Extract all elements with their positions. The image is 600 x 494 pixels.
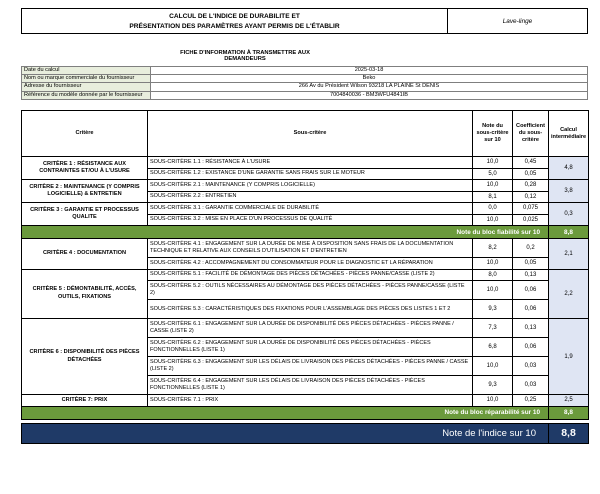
sub-criterion-coef: 0,45 — [513, 157, 549, 169]
criterion-name: CRITÈRE 1 : RÉSISTANCE AUX CONTRAINTES ET/OU À L'USURE — [22, 157, 148, 180]
sub-criterion-label: SOUS-CRITÈRE 5.2 : OUTILS NÉCESSAIRES AU DÉMONTAGE DES PIÈCES DÉTACHÉES - PIÈCES PANNE/CASSE (LISTE 2) — [148, 281, 473, 300]
bloc-fiabilite-label: Note du bloc fiabilité sur 10 — [22, 226, 549, 239]
sub-criterion-coef: 0,06 — [513, 338, 549, 357]
sheet-subtitle: FICHE D'INFORMATION À TRANSMETTRE AUX DEMANDEURS — [180, 50, 310, 62]
sub-criterion-coef: 0,28 — [513, 180, 549, 192]
sub-criterion-row — [22, 203, 589, 215]
sub-criterion-coef: 0,075 — [513, 203, 549, 215]
criterion-name: CRITÈRE 5 : DÉMONTABILITÉ, ACCÈS, OUTILS, FIXATIONS — [22, 269, 148, 319]
criterion-calc: 2,5 — [549, 395, 589, 407]
criterion-calc: 4,8 — [549, 157, 589, 180]
sub-criterion-coef: 0,25 — [513, 395, 549, 407]
sub-criterion-row — [22, 239, 589, 258]
sub-criterion-coef: 0,03 — [513, 357, 549, 376]
info-row — [22, 67, 588, 75]
sub-criterion-label: SOUS-CRITÈRE 2.1 : MAINTENANCE (Y COMPRIS LOGICIELLE) — [148, 180, 473, 192]
sub-criterion-note: 9,3 — [473, 376, 513, 395]
col-coef: Coefficient du sous-critère — [513, 111, 549, 157]
criterion-name: CRITÈRE 3 : GARANTIE ET PROCESSUS QUALITE — [22, 203, 148, 226]
sub-criterion-coef: 0,12 — [513, 191, 549, 203]
sub-criterion-label: SOUS-CRITÈRE 4.2 : ACCOMPAGNEMENT DU CONSOMMATEUR POUR LE DIAGNOSTIC ET LA RÉPARATION — [148, 258, 473, 270]
sub-criterion-label: SOUS-CRITÈRE 6.4 : ENGAGEMENT SUR LES DÉLAIS DE LIVRAISON DES PIÈCES DÉTACHÉES - PIÈCES FONCTIONNELLES (LISTE 1) — [148, 376, 473, 395]
sub-criterion-label: SOUS-CRITÈRE 2.2 : ENTRETIEN — [148, 191, 473, 203]
sub-criterion-note: 6,8 — [473, 338, 513, 357]
info-label: Nom ou marque commerciale du fournisseur — [22, 75, 151, 83]
col-sous-critere: Sous-critère — [148, 111, 473, 157]
bloc-reparabilite-row — [22, 406, 589, 419]
info-label: Date du calcul — [22, 67, 151, 75]
indice-label: Note de l'indice sur 10 — [22, 423, 549, 443]
sub-criterion-label: SOUS-CRITÈRE 3.1 : GARANTIE COMMERCIALE DE DURABILITÉ — [148, 203, 473, 215]
sub-criterion-note: 5,0 — [473, 168, 513, 180]
sub-criterion-row — [22, 395, 589, 407]
sub-criterion-note: 8,1 — [473, 191, 513, 203]
criterion-name: CRITÈRE 7: PRIX — [22, 395, 148, 407]
product-type: Lave-linge — [502, 18, 533, 25]
sub-criterion-coef: 0,13 — [513, 319, 549, 338]
bloc-reparabilite-value: 8,8 — [549, 406, 589, 419]
sub-criterion-coef: 0,03 — [513, 376, 549, 395]
sub-criterion-note: 10,0 — [473, 258, 513, 270]
bloc-fiabilite-value: 8,8 — [549, 226, 589, 239]
info-label: Adresse du fournisseur — [22, 83, 151, 91]
sub-criterion-row — [22, 269, 589, 281]
info-value: 7004840036 - BM3WFU4841IB — [151, 91, 588, 99]
criteria-table — [21, 110, 589, 444]
criterion-calc: 2,2 — [549, 269, 589, 319]
sub-criterion-coef: 0,05 — [513, 258, 549, 270]
repairability-block — [22, 239, 589, 407]
supplier-info-table — [21, 66, 588, 100]
sub-criterion-coef: 0,2 — [513, 239, 549, 258]
info-row — [22, 83, 588, 91]
sub-criterion-row — [22, 319, 589, 338]
sub-criterion-label: SOUS-CRITÈRE 1.2 : EXISTANCE D'UNE GARANTIE SANS FRAIS SUR LE MOTEUR — [148, 168, 473, 180]
sub-criterion-note: 10,0 — [473, 157, 513, 169]
sub-criterion-row — [22, 180, 589, 192]
sub-criterion-note: 10,0 — [473, 395, 513, 407]
sub-criterion-note: 8,2 — [473, 239, 513, 258]
col-note: Note du sous-critère sur 10 — [473, 111, 513, 157]
sub-criterion-label: SOUS-CRITÈRE 3.2 : MISE EN PLACE D'UN PROCESSUS DE QUALITÉ — [148, 214, 473, 226]
sub-criterion-coef: 0,06 — [513, 281, 549, 300]
sub-criterion-row — [22, 157, 589, 169]
title-line-2: PRÉSENTATION DES PARAMÈTRES AYANT PERMIS DE L'ÉTABLIR — [129, 23, 340, 30]
sub-criterion-note: 10,0 — [473, 180, 513, 192]
indice-row — [22, 423, 589, 443]
sub-criterion-note: 8,0 — [473, 269, 513, 281]
indice-value: 8,8 — [549, 423, 589, 443]
criterion-name: CRITÈRE 6 : DISPONIBILITÉ DES PIÈCES DÉTACHÉES — [22, 319, 148, 395]
sub-criterion-label: SOUS-CRITÈRE 6.2 : ENGAGEMENT SUR LA DURÉE DE DISPONIBILITÉ DES PIÈCES DÉTACHÉES - PIÈCES FONCTIONNELLES (LISTE 1) — [148, 338, 473, 357]
reliability-block — [22, 157, 589, 226]
sub-criterion-note: 10,0 — [473, 214, 513, 226]
sub-criterion-label: SOUS-CRITÈRE 5.1 : FACILITÉ DE DÉMONTAGE DES PIÈCES DÉTACHÉES - PIÈCES PANNE/CASSE (LISTE 2) — [148, 269, 473, 281]
sub-criterion-note: 9,3 — [473, 300, 513, 319]
sub-criterion-coef: 0,13 — [513, 269, 549, 281]
sheet-title — [22, 9, 448, 33]
criterion-calc: 1,9 — [549, 319, 589, 395]
info-value: 2025-03-18 — [151, 67, 588, 75]
sub-criterion-note: 10,0 — [473, 281, 513, 300]
header — [21, 8, 588, 34]
sub-criterion-label: SOUS-CRITÈRE 1.1 : RÉSISTANCE À L'USURE — [148, 157, 473, 169]
title-line-1: CALCUL DE L'INDICE DE DURABILITE ET — [169, 13, 300, 20]
bloc-reparabilite-label: Note du bloc réparabilité sur 10 — [22, 406, 549, 419]
sub-criterion-coef: 0,06 — [513, 300, 549, 319]
sub-criterion-label: SOUS-CRITÈRE 5.3 : CARACTÉRISTIQUES DES FIXATIONS POUR L'ASSEMBLAGE DES PIÈCES DES LISTES 1 ET 2 — [148, 300, 473, 319]
sub-criterion-coef: 0,05 — [513, 168, 549, 180]
col-critere: Critère — [22, 111, 148, 157]
criterion-name: CRITÈRE 2 : MAINTENANCE (Y COMPRIS LOGICIELLE) & ENTRETIEN — [22, 180, 148, 203]
sub-criterion-label: SOUS-CRITÈRE 6.3 : ENGAGEMENT SUR LES DÉLAIS DE LIVRAISON DES PIÈCES DÉTACHÉES - PIÈCES PANNE / CASSE (LISTE 2) — [148, 357, 473, 376]
info-value: 266 Av du Président Wilson 93218 LA PLAINE St DENIS — [151, 83, 588, 91]
sub-criterion-label: SOUS-CRITÈRE 7.1 : PRIX — [148, 395, 473, 407]
bloc-fiabilite-row — [22, 226, 589, 239]
sub-criterion-note: 10,0 — [473, 357, 513, 376]
criterion-calc: 2,1 — [549, 239, 589, 270]
sub-criterion-label: SOUS-CRITÈRE 4.1 : ENGAGEMENT SUR LA DURÉE DE MISE À DISPOSITION SANS FRAIS DE LA DOCUMENTATION TECHNIQUE ET RELATIVE AUX CONSEILS D'UTILISATION ET D'ENTRETIEN — [148, 239, 473, 258]
table-header-row — [22, 111, 589, 157]
sub-criterion-note: 0,0 — [473, 203, 513, 215]
sub-criterion-note: 7,3 — [473, 319, 513, 338]
criterion-name: CRITÈRE 4 : DOCUMENTATION — [22, 239, 148, 270]
criterion-calc: 0,3 — [549, 203, 589, 226]
info-row — [22, 75, 588, 83]
sub-criterion-label: SOUS-CRITÈRE 6.1 : ENGAGEMENT SUR LA DURÉE DE DISPONIBILITÉ DES PIÈCES DÉTACHÉES - PIÈCES PANNE / CASSE (LISTE 2) — [148, 319, 473, 338]
info-row — [22, 91, 588, 99]
info-value: Beko — [151, 75, 588, 83]
info-label: Référence du modèle donnée par le fournisseur — [22, 91, 151, 99]
sub-criterion-coef: 0,025 — [513, 214, 549, 226]
criterion-calc: 3,8 — [549, 180, 589, 203]
col-calc: Calcul intermédiaire — [549, 111, 589, 157]
